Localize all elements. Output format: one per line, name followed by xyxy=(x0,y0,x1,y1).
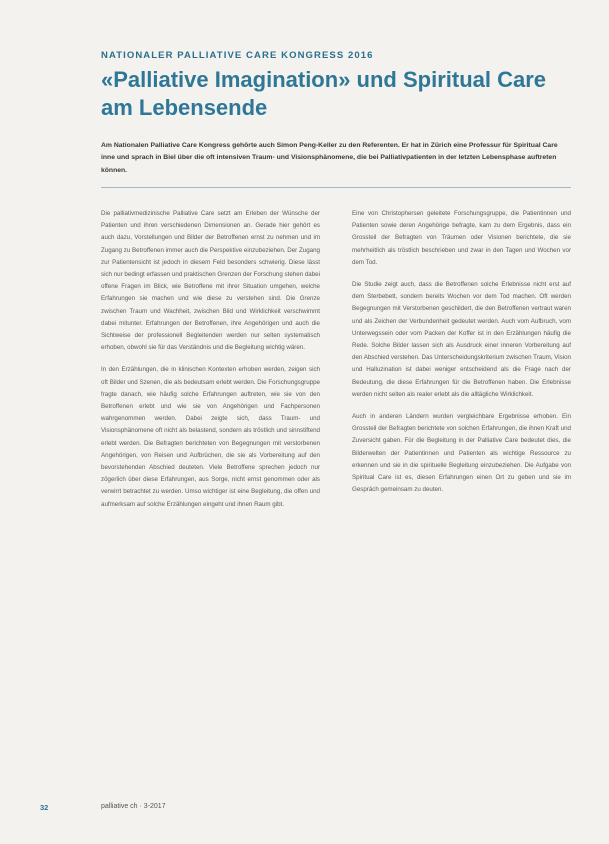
divider-rule xyxy=(101,187,571,188)
article-title: «Palliative Imagination» und Spiritual Care am Lebensende xyxy=(101,67,547,120)
page-number: 32 xyxy=(40,803,49,812)
paragraph: Auch in anderen Ländern wurden vergleichbare Ergebnisse erhoben. Ein Grossteil der Befragten berichtete von solchen Erfahrungen, die ihnen Kraft und Zuversicht gaben. Für die Begleitung in der Palliative Care bedeutet dies, die Bilderwelten der Patientinnen und Patienten als wichtige Ressource zu erkennen und sie in die spirituelle Begleitung einzubeziehen. Die Aufgabe von Spiritual Care ist es, diesen Erfahrungen einen Ort zu geben und sie im Gespräch gemeinsam zu deuten. xyxy=(352,413,571,494)
paragraph: Die Studie zeigt auch, dass die Betroffenen solche Erlebnisse nicht erst auf dem Sterbebett, sondern bereits Wochen vor dem Tod machen. Oft werden Begegnungen mit Verstorbenen geschildert, die den Betroffenen vertraut waren und als Zeichen der Verbundenheit gedeutet werden. Auch vom Aufbruch, vom Unterwegssein oder vom Packen der Koffer ist in den Erzählungen häufig die Rede. Solche Bilder lassen sich als Ausdruck einer inneren Vorbereitung auf den Abschied verstehen. Das Unterscheidungskriterium zwischen Traum, Vision und Halluzination ist dabei weniger entscheidend als die Frage nach der Bedeutung, die diese Erfahrungen für die Betroffenen haben. Die Erlebnisse werden nicht selten als realer erlebt als die alltägliche Wirklichkeit. xyxy=(352,281,571,398)
paragraph: Die palliativmedizinische Palliative Care setzt am Erleben der Wünsche der Patienten und ihren verschiedenen Dimensionen an. Gerade hier gehört es auch dazu, Vorstellungen und Bilder der Betroffenen ernst zu nehmen und im Zugang zu Betroffenen immer auch die Perspektive einzubeziehen. Der Zugang zur Patientensicht ist jedoch in diesem Feld besonders schwierig. Diese lässt sich nur bedingt erfassen und praktischen Grenzen der Forschung stehen dabei offene Fragen im Blick, wie Betroffene mit ihrer Situation umgehen, welche Erfahrungen sie machen und wie diese zu verstehen sind. Die Grenze zwischen Traum und Wachheit, zwischen Bild und Wirklichkeit verschwimmt dabei mitunter. Erfahrungen der Betroffenen, ihre Angehörigen und auch die Sichtweise der professionell Begleitenden werden nur selten systematisch erhoben, obwohl sie für das Verständnis und die Begleitung wichtig wären. xyxy=(101,210,320,352)
article-lead: Am Nationalen Palliative Care Kongress gehörte auch Simon Peng-Keller zu den Referenten. Er hat in Zürich eine Professur für Spiritual Care inne und sprach in Biel über die oft intensiven Traum- und Visionsphänomene, die bei Palliativpatienten in der letzten Lebensphase auftreten können. xyxy=(101,142,558,174)
paragraph: In den Erzählungen, die in klinischen Kontexten erhoben werden, zeigen sich oft Bilder und Szenen, die als bedeutsam erlebt werden. Die Forschungsgruppe fragte danach, wie häufig solche Erfahrungen auftreten, wie sie von den Betroffenen erlebt und wie sie von Angehörigen und Fachpersonen wahrgenommen werden. Dabei zeigte sich, dass Traum- und Visionsphänomene oft nicht als belastend, sondern als tröstlich und sinnstiftend erlebt werden. Die Befragten berichteten von Begegnungen mit verstorbenen Angehörigen, von Reisen und Aufbrüchen, die sie als Vorbereitung auf den bevorstehenden Abschied deuteten. Viele Betroffene sprechen jedoch nur zögerlich über diese Erfahrungen, aus Sorge, nicht ernst genommen oder als verwirrt betrachtet zu werden. Umso wichtiger ist eine Begleitung, die offen und aufmerksam auf solche Erzählungen eingeht und ihnen Raum gibt. xyxy=(101,366,320,508)
right-column xyxy=(352,208,571,506)
section-kicker: NATIONALER PALLIATIVE CARE KONGRESS 2016 xyxy=(101,50,374,61)
left-column xyxy=(101,208,320,521)
paragraph: Eine von Christophersen geleitete Forschungsgruppe, die Patientinnen und Patienten sowie deren Angehörige befragte, kam zu dem Ergebnis, dass ein Grossteil der Befragten von Träumen oder Visionen berichtete, die sie mehrheitlich als tröstlich beschrieben und zwar in den Tagen und Wochen vor dem Tod. xyxy=(352,210,571,266)
publication-source: palliative ch · 3-2017 xyxy=(101,803,166,810)
